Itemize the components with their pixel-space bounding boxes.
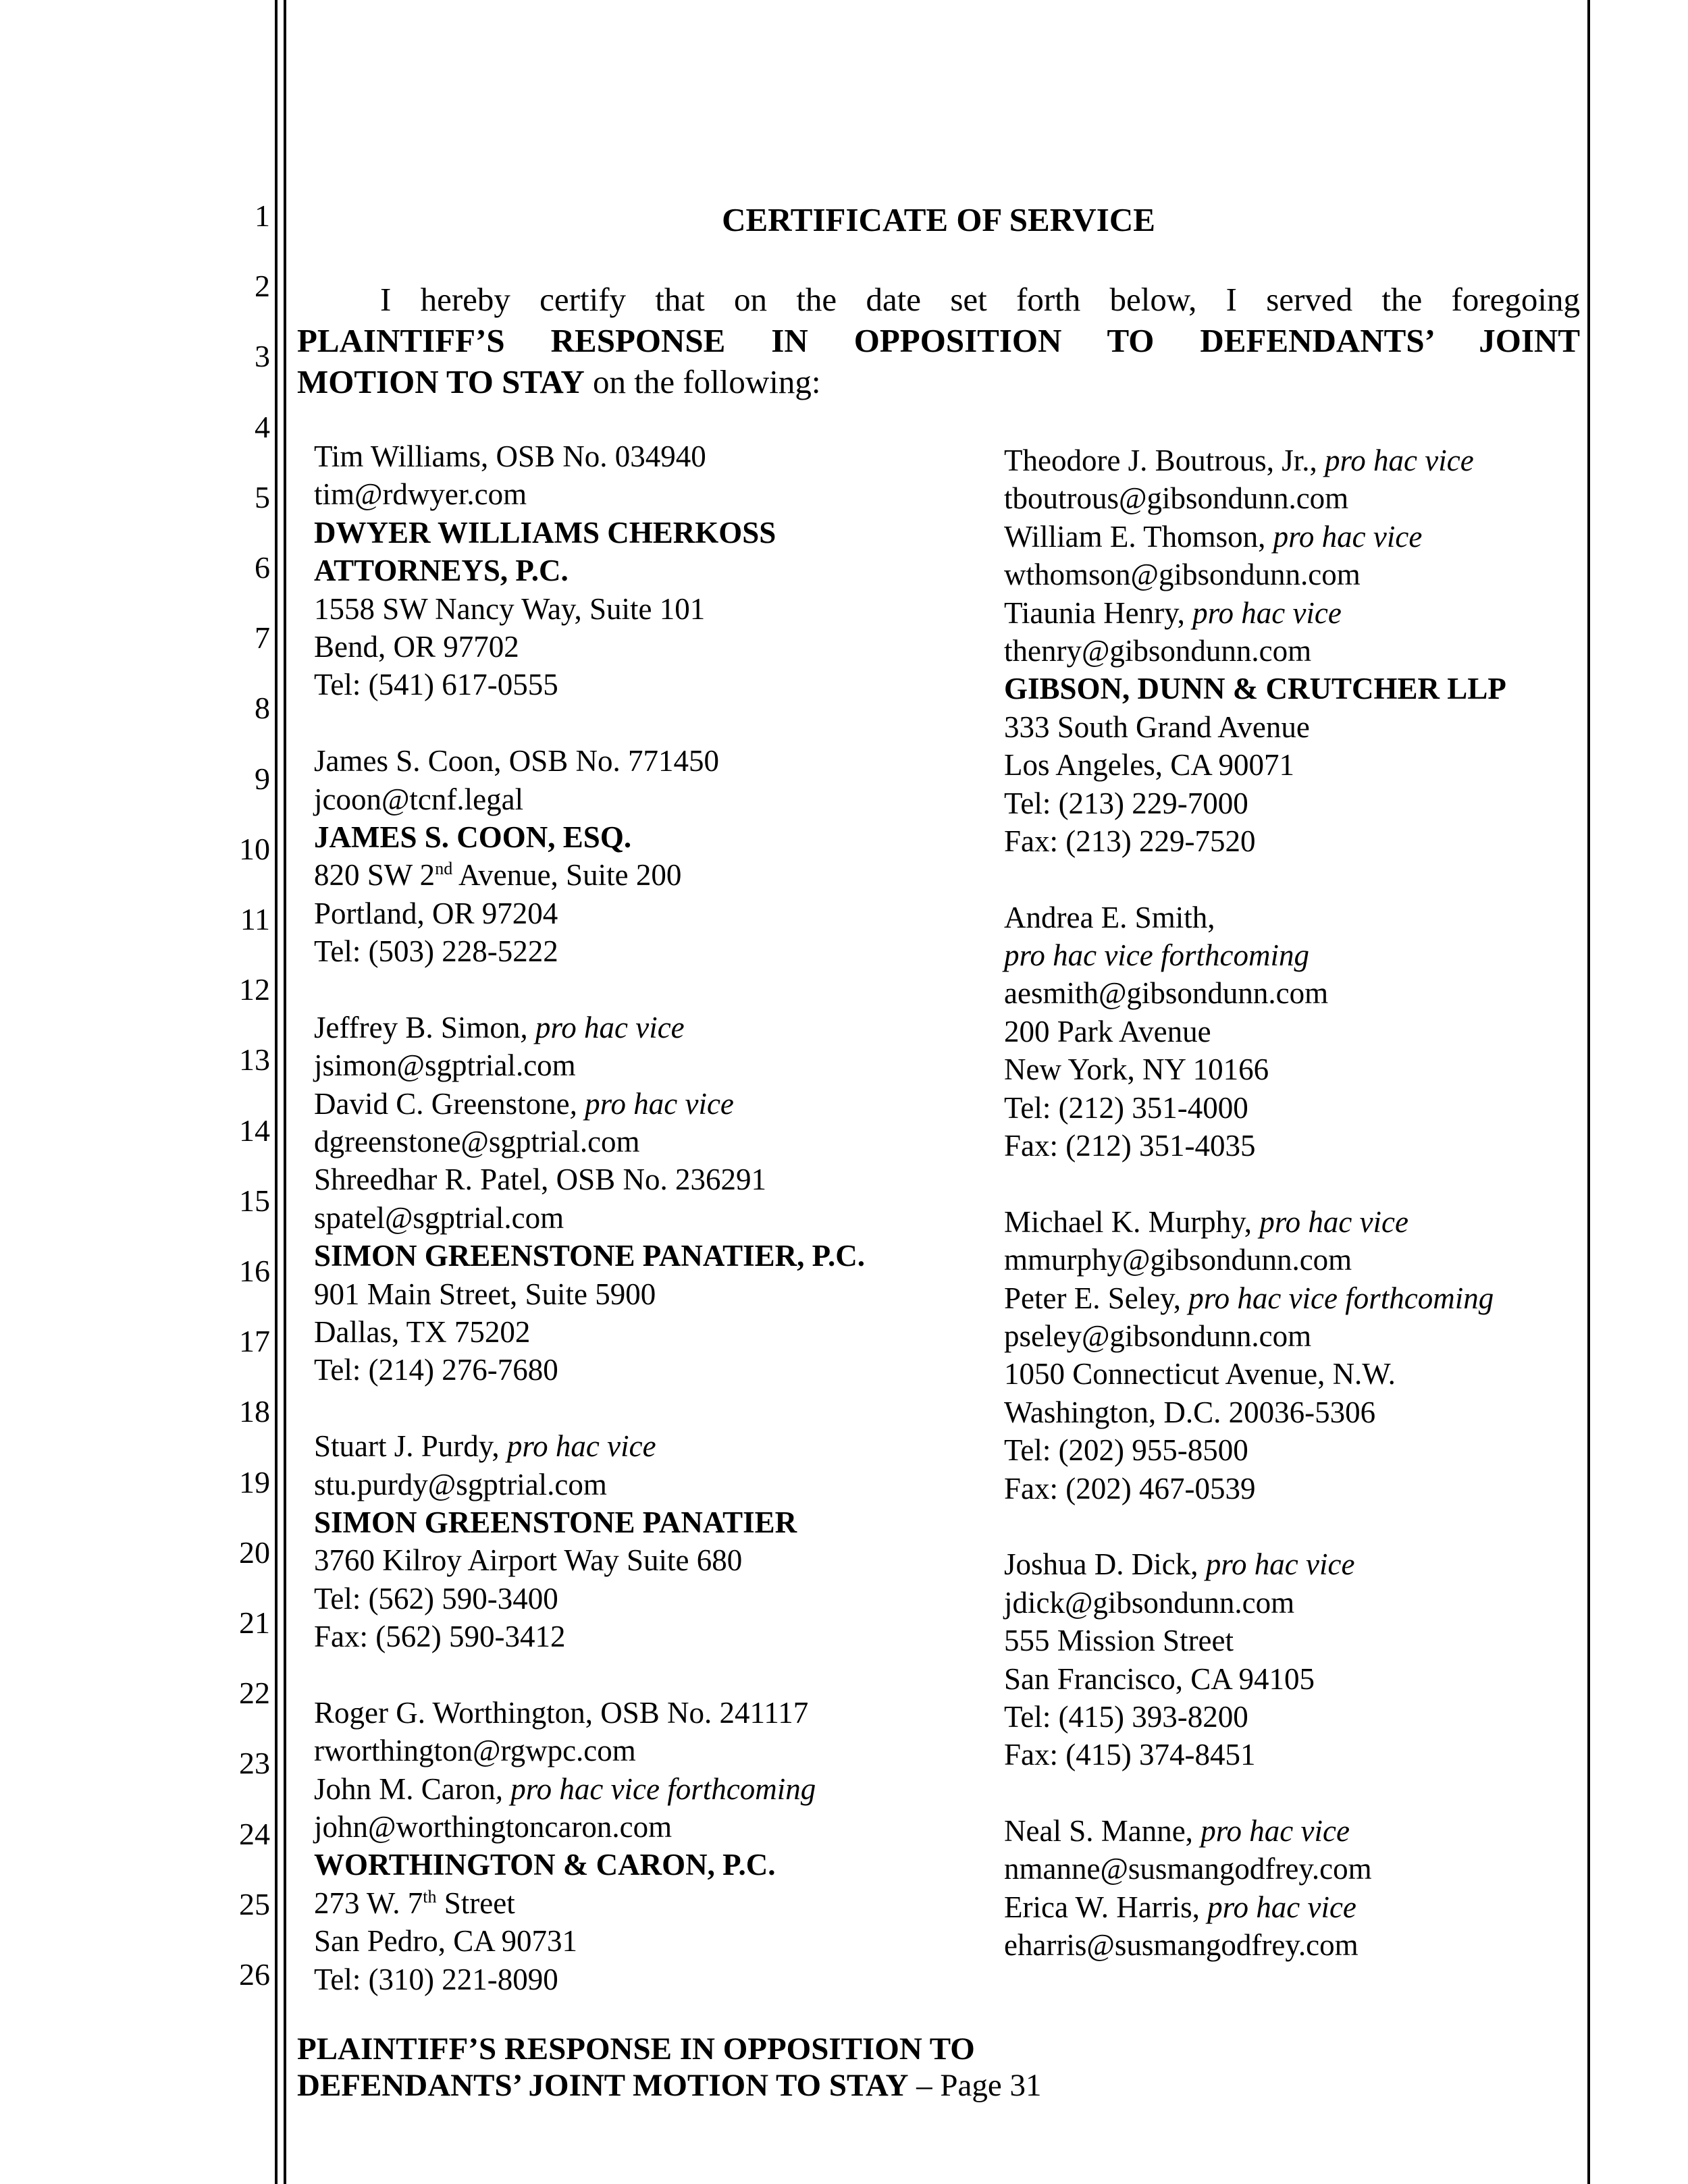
spacer (1004, 1774, 1645, 1812)
address-line: 1050 Connecticut Avenue, N.W. (1004, 1357, 1396, 1391)
fax: Fax: (213) 229-7520 (1004, 824, 1256, 858)
address-part: Avenue, Suite 200 (452, 858, 682, 893)
name-text: Theodore J. Boutrous, Jr., (1004, 444, 1325, 477)
role-text: pro hac vice (1324, 444, 1474, 477)
address-line: 901 Main Street, Suite 5900 (314, 1277, 656, 1311)
line-number: 16 (239, 1254, 270, 1288)
certification-tail: on the following: (584, 363, 821, 400)
attorney-email[interactable]: jcoon@tcnf.legal (314, 782, 524, 816)
line-number: 15 (239, 1183, 270, 1218)
city-line: Bend, OR 97702 (314, 629, 519, 664)
attorney-email[interactable]: stu.purdy@sgptrial.com (314, 1467, 607, 1501)
attorney-name (1004, 442, 1645, 479)
attorney-name: Tim Williams, OSB No. 034940 (314, 440, 706, 473)
spacer (1004, 1508, 1645, 1545)
line-number: 5 (255, 479, 270, 514)
name-text: Neal S. Manne, (1004, 1814, 1201, 1848)
line-number: 10 (239, 831, 270, 866)
role-text: pro hac vice (506, 1429, 656, 1464)
role-text: pro hac vice (1205, 1547, 1355, 1582)
line-number: 7 (255, 620, 270, 656)
attorney-name (314, 1085, 955, 1123)
address-part: 820 SW 2 (314, 858, 436, 893)
line-number: 11 (240, 902, 270, 936)
attorney-email[interactable]: rworthington@rgwpc.com (314, 1734, 636, 1768)
role-text: pro hac vice (1259, 1204, 1409, 1239)
firm-name: WORTHINGTON & CARON, P.C. (314, 1848, 776, 1882)
role-text: pro hac vice (1207, 1890, 1356, 1924)
spacer (1004, 860, 1645, 898)
spacer (314, 704, 955, 742)
attorney-name (1004, 1545, 1645, 1583)
address-line: 555 Mission Street (1004, 1624, 1234, 1658)
spacer (314, 1389, 955, 1427)
telephone: Tel: (213) 229-7000 (1004, 786, 1248, 820)
contact-block-gibson-dc (1004, 1203, 1645, 1546)
line-number: 3 (255, 339, 270, 374)
attorney-name (1004, 1888, 1645, 1926)
telephone: Tel: (503) 228-5222 (314, 934, 558, 969)
contact-block-purdy (314, 1427, 955, 1694)
address-part: Street (436, 1886, 515, 1920)
line-number: 26 (239, 1957, 270, 1992)
spacer (314, 970, 955, 1008)
role-text: , pro hac vice forthcoming (495, 1772, 816, 1806)
role-text: pro hac vice forthcoming (1188, 1281, 1494, 1315)
firm-name: SIMON GREENSTONE PANATIER (314, 1505, 797, 1539)
page-number: – Page 31 (908, 2068, 1042, 2103)
line-number: 1 (255, 198, 270, 233)
city-line: Washington, D.C. 20036-5306 (1004, 1395, 1376, 1429)
attorney-name: Roger G. Worthington, OSB No. 241117 (314, 1695, 809, 1730)
ordinal-suffix: nd (435, 859, 453, 879)
line-number: 21 (239, 1605, 270, 1640)
line-number: 9 (255, 761, 270, 796)
certification-line-3 (297, 361, 1580, 402)
line-number: 8 (255, 691, 270, 726)
fax: Fax: (562) 590-3412 (314, 1620, 566, 1654)
address-line: 3760 Kilroy Airport Way Suite 680 (314, 1543, 743, 1578)
name-text: Jeffrey B. Simon (314, 1010, 521, 1044)
attorney-email[interactable]: pseley@gibsondunn.com (1004, 1319, 1312, 1353)
name-text: David C. Greenstone (314, 1086, 570, 1121)
attorney-name (1004, 1203, 1645, 1241)
page-footer (297, 2031, 1042, 2104)
attorney-email[interactable]: thenry@gibsondunn.com (1004, 633, 1312, 668)
certification-line-1: I hereby certify that on the date set forth below, I served the foregoing (380, 281, 1580, 318)
contact-block-gibson-la (1004, 442, 1645, 899)
attorney-email[interactable]: eharris@susmangodfrey.com (1004, 1928, 1359, 1963)
role-text: , pro hac vice (520, 1010, 685, 1044)
telephone: Tel: (212) 351-4000 (1004, 1090, 1248, 1125)
address-line: 200 Park Avenue (1004, 1014, 1211, 1048)
city-line: San Pedro, CA 90731 (314, 1924, 578, 1959)
attorney-email[interactable]: mmurphy@gibsondunn.com (1004, 1243, 1352, 1277)
contact-block-gibson-ny (1004, 899, 1645, 1203)
contact-block-worthington (314, 1694, 955, 1998)
contact-block-simon-greenstone (314, 1009, 955, 1427)
attorney-email[interactable]: jdick@gibsondunn.com (1004, 1585, 1295, 1620)
line-number: 17 (239, 1324, 270, 1359)
name-text: Michael K. Murphy, (1004, 1204, 1260, 1239)
line-number: 18 (239, 1394, 270, 1429)
attorney-name (314, 1009, 955, 1046)
city-line: New York, NY 10166 (1004, 1053, 1269, 1087)
attorney-role: pro hac vice forthcoming (1004, 938, 1309, 973)
address-line (314, 1884, 955, 1922)
firm-name: DWYER WILLIAMS CHERKOSS (314, 515, 776, 550)
attorney-name: James S. Coon, OSB No. 771450 (314, 744, 720, 778)
spacer (314, 1656, 955, 1694)
line-number: 2 (255, 269, 270, 304)
document-title-line-1: PLAINTIFF’S RESPONSE IN OPPOSITION TO DEFENDANTS’ JOINT (297, 322, 1580, 359)
line-number: 19 (239, 1464, 270, 1499)
address-part: 273 W. 7 (314, 1886, 423, 1920)
attorney-name (1004, 1812, 1645, 1850)
attorney-name (1004, 518, 1645, 556)
city-line: Dallas, TX 75202 (314, 1314, 531, 1349)
attorney-name (314, 1427, 955, 1465)
line-number: 25 (239, 1886, 270, 1921)
attorney-email[interactable]: wthomson@gibsondunn.com (1004, 558, 1361, 592)
name-text: Peter E. Seley, (1004, 1281, 1189, 1315)
firm-name-cont: ATTORNEYS, P.C. (314, 554, 569, 588)
name-text: John M. Caron (314, 1772, 496, 1806)
name-text: Tiaunia Henry, (1004, 595, 1193, 630)
service-list-left (314, 437, 955, 1998)
firm-name: GIBSON, DUNN & CRUTCHER LLP (1004, 672, 1506, 706)
name-text: Joshua D. Dick, (1004, 1547, 1206, 1582)
attorney-email[interactable]: tboutrous@gibsondunn.com (1004, 481, 1349, 516)
document-title-line-2: MOTION TO STAY (297, 363, 585, 400)
certification-paragraph (297, 279, 1580, 402)
role-text: pro hac vice (1273, 519, 1423, 554)
role-text: , pro hac vice (569, 1086, 734, 1121)
city-line: Los Angeles, CA 90071 (1004, 748, 1295, 782)
attorney-name (1004, 1279, 1645, 1317)
left-margin-rule-outer (275, 0, 278, 2184)
line-number: 23 (239, 1746, 270, 1781)
line-number: 24 (239, 1816, 270, 1851)
service-list-right (1004, 442, 1645, 1965)
city-line: San Francisco, CA 94105 (1004, 1661, 1315, 1696)
attorney-name (314, 1770, 955, 1808)
line-number: 14 (239, 1113, 270, 1148)
telephone: Tel: (415) 393-8200 (1004, 1699, 1248, 1734)
spacer (1004, 1165, 1645, 1202)
name-text: William E. Thomson, (1004, 519, 1273, 554)
telephone: Tel: (202) 955-8500 (1004, 1433, 1248, 1468)
attorney-name: Andrea E. Smith, (1004, 900, 1215, 934)
fax: Fax: (415) 374-8451 (1004, 1738, 1256, 1772)
name-text: Stuart J. Purdy, (314, 1429, 507, 1464)
ordinal-suffix: th (423, 1886, 437, 1907)
name-text: Erica W. Harris, (1004, 1890, 1208, 1924)
line-number: 6 (255, 550, 270, 585)
address-line: 1558 SW Nancy Way, Suite 101 (314, 591, 706, 626)
telephone: Tel: (562) 590-3400 (314, 1581, 558, 1616)
attorney-email[interactable]: tim@rdwyer.com (314, 477, 527, 512)
footer-title-line-1: PLAINTIFF’S RESPONSE IN OPPOSITION TO (297, 2031, 975, 2067)
role-text: pro hac vice (1192, 595, 1342, 630)
city-line: Portland, OR 97204 (314, 896, 558, 930)
line-number: 22 (239, 1676, 270, 1711)
left-margin-rule-inner (284, 0, 286, 2184)
contact-block-susman (1004, 1812, 1645, 1965)
attorney-email[interactable]: dgreenstone@sgptrial.com (314, 1125, 640, 1159)
attorney-email[interactable]: jsimon@sgptrial.com (314, 1048, 576, 1083)
line-number: 20 (239, 1535, 270, 1570)
contact-block-gibson-sf (1004, 1545, 1645, 1812)
role-text: pro hac vice (1201, 1814, 1350, 1848)
address-line (314, 856, 955, 894)
attorney-name (1004, 594, 1645, 632)
contact-block-williams (314, 437, 955, 742)
firm-name: SIMON GREENSTONE PANATIER, P.C. (314, 1239, 865, 1273)
line-number: 13 (239, 1042, 270, 1077)
telephone: Tel: (214) 276-7680 (314, 1353, 558, 1387)
attorney-email[interactable]: aesmith@gibsondunn.com (1004, 976, 1329, 1011)
attorney-email[interactable]: nmanne@susmangodfrey.com (1004, 1852, 1372, 1886)
line-number: 12 (239, 972, 270, 1007)
attorney-email[interactable]: spatel@sgptrial.com (314, 1200, 564, 1235)
attorney-email[interactable]: john@worthingtoncaron.com (314, 1810, 672, 1844)
footer-title-line-2 (297, 2067, 1042, 2104)
fax: Fax: (212) 351-4035 (1004, 1129, 1256, 1163)
fax: Fax: (202) 467-0539 (1004, 1471, 1256, 1506)
page-title: CERTIFICATE OF SERVICE (722, 201, 1155, 238)
address-line: 333 South Grand Avenue (1004, 710, 1310, 744)
firm-name: JAMES S. COON, ESQ. (314, 820, 632, 854)
telephone: Tel: (541) 617-0555 (314, 668, 558, 702)
footer-title-text: DEFENDANTS’ JOINT MOTION TO STAY (297, 2068, 909, 2103)
telephone: Tel: (310) 221-8090 (314, 1962, 558, 1996)
attorney-name: Shreedhar R. Patel, OSB No. 236291 (314, 1163, 766, 1197)
line-number: 4 (255, 409, 270, 444)
contact-block-coon (314, 742, 955, 1009)
